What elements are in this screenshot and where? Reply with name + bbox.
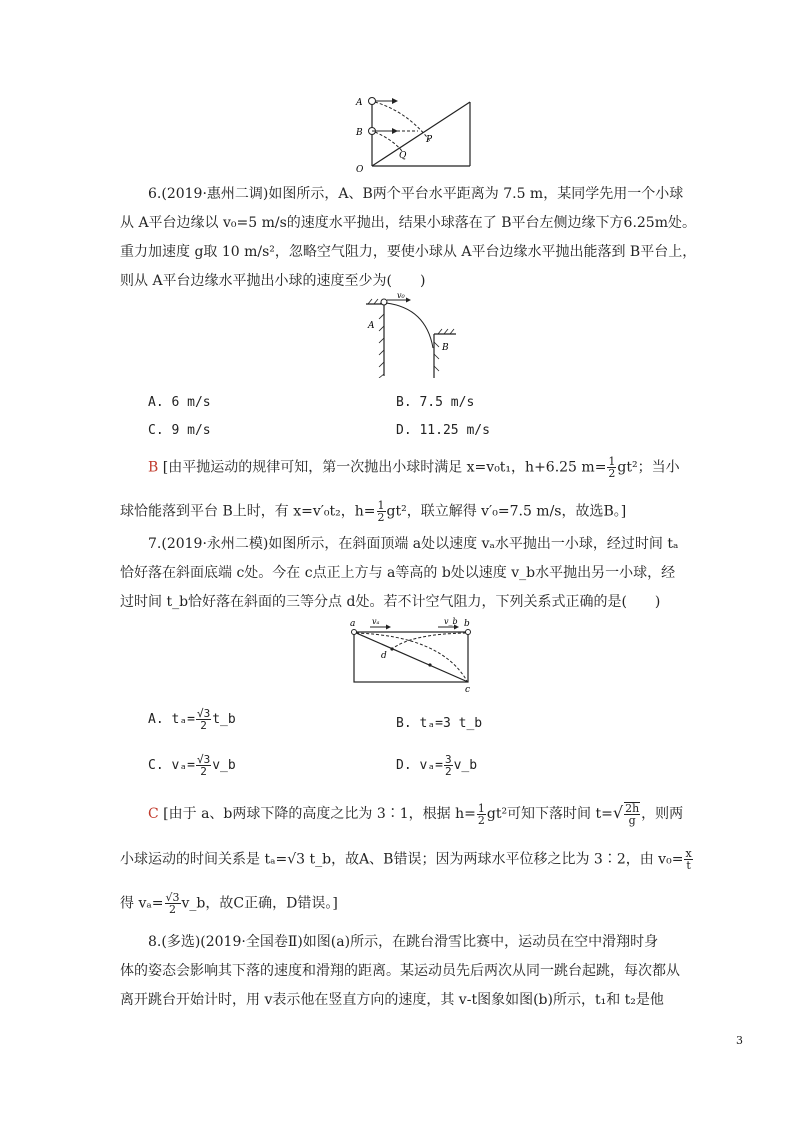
q6-line-4: 则从 A平台边缘水平抛出小球的速度至少为( ) <box>120 273 426 289</box>
label-v0: v₀ <box>397 292 405 300</box>
label-platform-B: B <box>442 343 449 353</box>
ball-b <box>466 630 471 635</box>
q7-explanation-3: 得 vₐ= $\frac{√3}{2}$ v_b，故C正确，D错误。] <box>120 891 338 916</box>
label-platform-A: A <box>368 321 375 331</box>
q6-option-a[interactable]: A. 6 m/s <box>148 395 211 410</box>
label-A: A <box>356 98 363 108</box>
q6-frac-1: $\frac{1}{2}$ <box>608 455 616 480</box>
figure-slope-abcd <box>346 614 476 694</box>
ball-a <box>369 98 376 105</box>
q7-option-a[interactable]: A. tₐ= $\frac{√3}{2}$ t_b <box>148 707 236 732</box>
label-O: O <box>356 165 364 174</box>
q8-line-2: 体的姿态会影响其下落的速度和滑翔的距离。某运动员先后两次从同一跳台起跳，每次都从 <box>120 963 680 979</box>
q7-explanation-1: C [由于 a、b两球下降的高度之比为 3∶1，根据 h= $\frac{1}{2}$ gt²可知下落时间 t=√ $\frac{2h}{g}$ ，则两 <box>148 801 684 827</box>
q8-line-3: 离开跳台开始计时，用 v表示他在竖直方向的速度，其 v-t图象如图(b)所示，t₁和 t₂是他 <box>120 992 664 1008</box>
q6-explanation-1 <box>148 456 680 479</box>
q7-answer-letter: C <box>148 806 159 822</box>
q6-explanation-2 <box>120 500 626 523</box>
q6-exp-2b: gt²，联立解得 v′₀=7.5 m/s，故选B。] <box>386 503 627 520</box>
q6-frac-2: $\frac{1}{2}$ <box>377 499 385 524</box>
q6-option-b[interactable]: B. 7.5 m/s <box>396 395 475 410</box>
label-d: d <box>381 651 387 661</box>
q6-exp-1a: [由平抛运动的规律可知，第一次抛出小球时满足 x=v₀t₁，h+6.25 m= <box>162 459 607 476</box>
q7-line-3: 过时间 t_b恰好落在斜面的三等分点 d处。若不计空气阻力，下列关系式正确的是( ) <box>120 594 661 610</box>
label-vb: v_b <box>444 617 458 626</box>
q6-option-c[interactable]: C. 9 m/s <box>148 423 211 438</box>
q6-answer-letter: B <box>148 459 159 476</box>
page-number: 3 <box>736 1034 743 1047</box>
q7-line-2: 恰好落在斜面底端 c处。今在 c点正上方与 a等高的 b处以速度 v_b水平抛出另一小球，经 <box>120 565 676 581</box>
q6-option-d[interactable]: D. 11.25 m/s <box>396 423 490 438</box>
q7-explanation-2: 小球运动的时间关系是 tₐ=√3 t_b，故A、B错误；因为两球水平位移之比为 3∶2，由 v₀= $\frac{x}{t}$ <box>120 847 692 872</box>
q7-option-d[interactable]: D. vₐ= $\frac{3}{2}$ v_b <box>396 753 478 778</box>
figure-incline-ab <box>348 92 478 174</box>
q6-exp-2a: 球恰能落到平台 B上时，有 x=v′₀t₂，h= <box>120 503 376 520</box>
ball-a <box>352 630 357 635</box>
label-B: B <box>356 128 363 138</box>
label-b: b <box>464 619 470 629</box>
ball-v0 <box>381 299 387 305</box>
q7-line-1: 7.(2019·永州二模)如图所示，在斜面顶端 a处以速度 vₐ水平抛出一小球，经过时间 tₐ <box>148 536 679 552</box>
label-va: vₐ <box>372 617 380 626</box>
figure-platforms <box>356 292 466 378</box>
q6-line-3: 重力加速度 g取 10 m/s²，忽略空气阻力，要使小球从 A平台边缘水平抛出能落到 B平台上， <box>120 244 697 260</box>
q7-option-b[interactable]: B. tₐ=3 t_b <box>396 716 483 731</box>
q7-option-c[interactable]: C. vₐ= $\frac{√3}{2}$ v_b <box>148 753 236 778</box>
q6-exp-1b: gt²；当小 <box>617 459 680 476</box>
label-a: a <box>350 619 356 629</box>
q6-line-1: 6.(2019·惠州二调)如图所示，A、B两个平台水平距离为 7.5 m，某同学先用一个小球 <box>148 186 684 202</box>
label-P: P <box>426 135 433 145</box>
label-c: c <box>465 685 471 694</box>
q6-line-2: 从 A平台边缘以 v₀=5 m/s的速度水平抛出，结果小球落在了 B平台左侧边缘下方6.25m处。 <box>120 215 696 231</box>
q8-line-1: 8.(多选)(2019·全国卷Ⅱ)如图(a)所示，在跳台滑雪比赛中，运动员在空中滑翔时身 <box>148 934 659 950</box>
label-Q: Q <box>399 151 407 161</box>
